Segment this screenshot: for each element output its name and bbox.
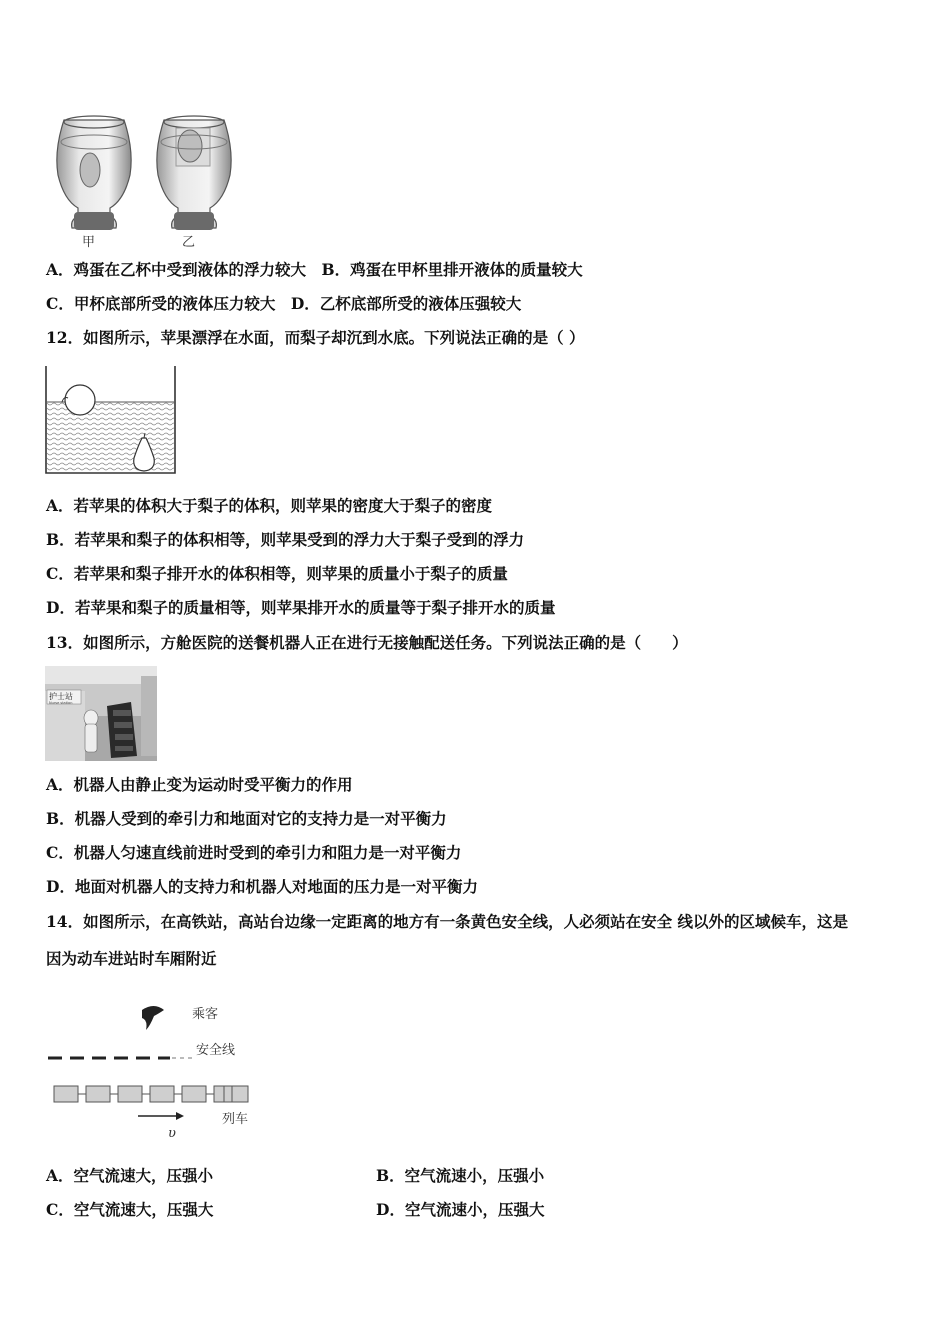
q13-option-a: A．机器人由静止变为运动时受平衡力的作用 xyxy=(46,775,353,794)
q12-option-a: A．若苹果的体积大于梨子的体积，则苹果的密度大于梨子的密度 xyxy=(46,496,493,515)
q11-options-line1: A．鸡蛋在乙杯中受到液体的浮力较大 B．鸡蛋在甲杯里排开液体的质量较大 xyxy=(46,260,583,279)
q13-option-b: B．机器人受到的牵引力和地面对它的支持力是一对平衡力 xyxy=(46,809,447,828)
q12-option-b: B．若苹果和梨子的体积相等，则苹果受到的浮力大于梨子受到的浮力 xyxy=(46,530,525,549)
label-jia: 甲 xyxy=(82,235,96,250)
q11-options-line2: C．甲杯底部所受的液体压力较大 D．乙杯底部所受的液体压强较大 xyxy=(46,294,522,313)
q14-figure xyxy=(46,996,266,1146)
q13-option-d: D．地面对机器人的支持力和机器人对地面的压力是一对平衡力 xyxy=(46,877,478,896)
q12-figure xyxy=(44,366,178,476)
train xyxy=(54,1086,248,1102)
q14-option-b: B．空气流速小，压强小 xyxy=(376,1166,545,1185)
glass-yi xyxy=(157,116,231,230)
q13-option-c: C．机器人匀速直线前进时受到的牵引力和阻力是一对平衡力 xyxy=(46,843,462,862)
nurse-station-sign-en: Nurse station xyxy=(49,701,73,705)
q14-stem-line2: 因为动车进站时车厢附近 xyxy=(46,949,217,968)
label-train: 列车 xyxy=(222,1112,249,1127)
label-yi: 乙 xyxy=(182,235,196,250)
velocity-arrow xyxy=(138,1112,184,1120)
q12-stem: 12．如图所示，苹果漂浮在水面，而梨子却沉到水底。下列说法正确的是（ ） xyxy=(46,328,585,347)
q12-option-d: D．若苹果和梨子的质量相等，则苹果排开水的质量等于梨子排开水的质量 xyxy=(46,598,556,617)
label-velocity: υ xyxy=(168,1126,176,1141)
q11-figure xyxy=(50,100,240,250)
label-safety-line: 安全线 xyxy=(196,1043,236,1058)
q13-stem: 13．如图所示，方舱医院的送餐机器人正在进行无接触配送任务。下列说法正确的是（ ） xyxy=(46,633,688,652)
label-passenger: 乘客 xyxy=(192,1007,219,1022)
q14-option-d: D．空气流速小，压强大 xyxy=(376,1200,545,1219)
q13-photo xyxy=(45,666,157,761)
passenger-icon xyxy=(142,1006,164,1030)
q14-option-a: A．空气流速大，压强小 xyxy=(46,1166,214,1185)
q12-option-c: C．若苹果和梨子排开水的体积相等，则苹果的质量小于梨子的质量 xyxy=(46,564,508,583)
q14-option-c: C．空气流速大，压强大 xyxy=(46,1200,214,1219)
robot xyxy=(84,702,137,758)
nurse-station-sign: 护士站 xyxy=(49,692,73,701)
glass-jia xyxy=(57,116,131,230)
q14-stem-line1: 14．如图所示，在高铁站，高站台边缘一定距离的地方有一条黄色安全线，人必须站在安全 线以外的区域候车，这是 xyxy=(46,912,848,931)
